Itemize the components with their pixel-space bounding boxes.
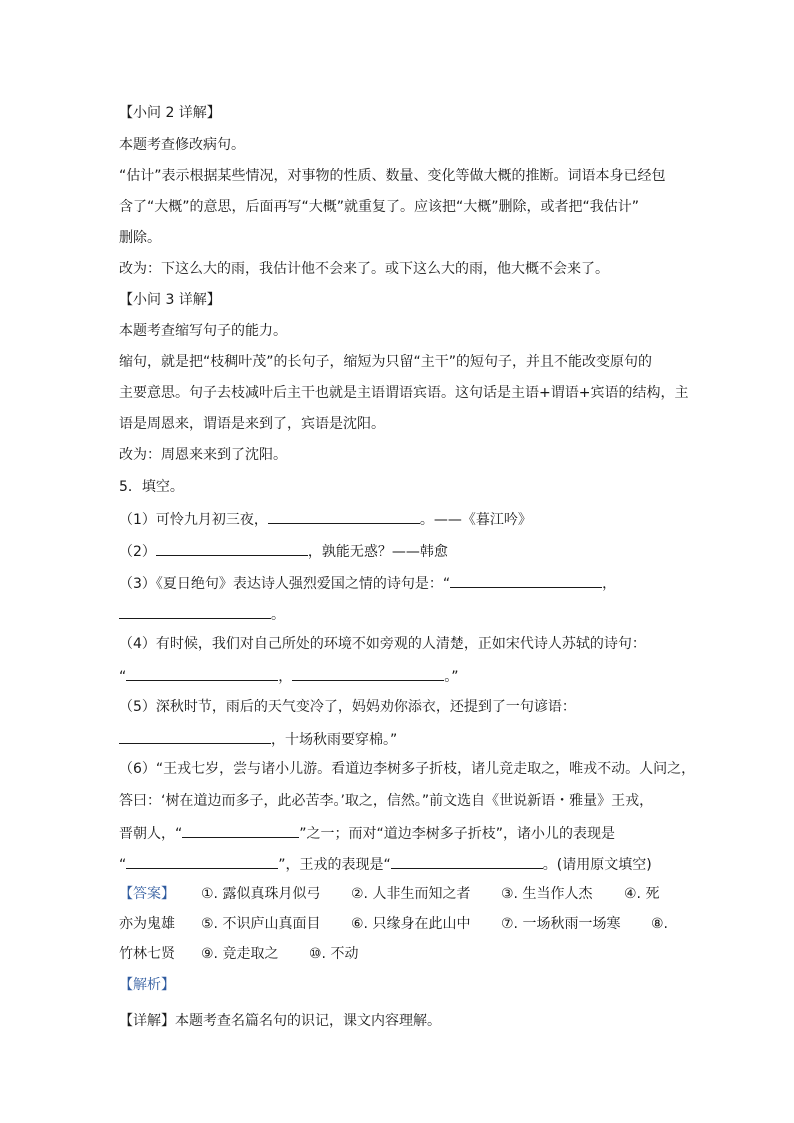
open-quote: “ xyxy=(119,857,127,873)
answer-item: ⑨. 竞走取之 xyxy=(201,946,279,962)
section-2-para-line-3: 删除。 xyxy=(119,230,161,246)
answer-label: 【答案】 xyxy=(119,886,175,902)
question-5-title: 5．填空。 xyxy=(119,479,184,495)
answer-item: ⑥. 只缘身在此山中 xyxy=(351,916,471,932)
q5-item-4-cont xyxy=(119,665,459,685)
q5-item-5-cont xyxy=(119,728,397,748)
answer-item: ③. 生当作人杰 xyxy=(501,886,593,902)
section-3-heading: 【小问 3 详解】 xyxy=(119,292,221,308)
q5-item-2-prefix: （2） xyxy=(119,544,156,560)
answer-item: 竹林七贤 xyxy=(119,946,175,962)
section-3-para-line-2: 主要意思。句子去枝减叶后主干也就是主语谓语宾语。这句话是主语+谓语+宾语的结构，主 xyxy=(119,385,689,401)
q5-item-1-suffix: 。——《暮江吟》 xyxy=(419,512,532,528)
q5-item-3 xyxy=(119,572,616,592)
section-2-para-line-1: “估计”表示根据某些情况，对事物的性质、数量、变化等做大概的推断。词语本身已经包 xyxy=(119,168,666,184)
answer-item: 亦为鬼雄 xyxy=(119,916,175,932)
q5-item-6-line-3 xyxy=(119,822,615,842)
section-3-para-line-1: 缩句，就是把“枝稠叶茂”的长句子，缩短为只留“主干”的短句子，并且不能改变原句的 xyxy=(119,354,653,370)
section-3-correction: 改为：周恩来来到了沈阳。 xyxy=(119,447,287,463)
close-quote: 。” xyxy=(444,669,459,685)
answer-blank[interactable] xyxy=(391,853,543,869)
answer-blank[interactable] xyxy=(126,665,278,681)
answer-blank[interactable] xyxy=(182,822,299,838)
section-2-para-line-2: 含了“大概”的意思，后面再写“大概”就重复了。应该把“大概”删除，或者把“我估计” xyxy=(119,199,640,215)
q5-item-4: （4）有时候，我们对自己所处的环境不如旁观的人清楚，正如宋代诗人苏轼的诗句： xyxy=(119,636,646,652)
q5-item-6-prefix: 晋朝人，“ xyxy=(119,826,183,842)
q5-item-3-comma: ， xyxy=(602,576,617,592)
q5-item-2 xyxy=(119,540,448,560)
answer-blank[interactable] xyxy=(292,665,444,681)
q5-item-3-prefix: （3）《夏日绝句》表达诗人强烈爱国之情的诗句是：“ xyxy=(119,576,451,592)
analysis-detail: 【详解】本题考查名篇名句的识记，课文内容理解。 xyxy=(119,1013,441,1029)
section-2-correction: 改为：下这么大的雨，我估计他不会来了。或下这么大的雨，他大概不会来了。 xyxy=(119,261,609,277)
answer-row-2 xyxy=(119,914,668,934)
q5-item-6-suffix: 。(请用原文填空) xyxy=(542,857,652,873)
answer-item: ⑤. 不识庐山真面目 xyxy=(201,916,321,932)
answer-item: ⑩. 不动 xyxy=(309,946,359,962)
q5-item-6-line-1: （6）“王戎七岁，尝与诸小儿游。看道边李树多子折枝，诸儿竞走取之，唯戎不动。人问之， xyxy=(119,761,696,777)
answer-blank[interactable] xyxy=(268,508,420,524)
q5-item-1 xyxy=(119,508,532,528)
q5-item-3-cont xyxy=(119,603,285,623)
answer-blank[interactable] xyxy=(156,540,308,556)
section-3-para-line-3: 语是周恩来，谓语是来到了，宾语是沈阳。 xyxy=(119,416,385,432)
analysis-label: 【解析】 xyxy=(119,977,175,993)
q5-item-6-mid: ”之一；而对“道边李树多子折枝”，诸小儿的表现是 xyxy=(299,826,616,842)
q5-item-5: （5）深秋时节，雨后的天气变冷了，妈妈劝你添衣，还提到了一句谚语： xyxy=(119,699,576,715)
answer-blank[interactable] xyxy=(450,572,602,588)
answer-blank[interactable] xyxy=(119,603,271,619)
q5-item-6-line-4 xyxy=(119,853,652,873)
answer-item: ④. 死 xyxy=(624,886,660,902)
answer-blank[interactable] xyxy=(119,728,271,744)
q5-item-1-prefix: （1）可怜九月初三夜， xyxy=(119,512,268,528)
q5-item-2-suffix: ，孰能无惑？——韩愈 xyxy=(307,544,448,560)
section-3-intro: 本题考查缩写句子的能力。 xyxy=(119,323,287,339)
answer-item: ⑦. 一场秋雨一场寒 xyxy=(501,916,621,932)
open-quote: “ xyxy=(119,669,127,685)
answer-item: ⑧. xyxy=(651,916,669,932)
answer-row-1 xyxy=(119,884,659,904)
section-2-heading: 【小问 2 详解】 xyxy=(119,105,221,121)
q5-item-5-suffix: ，十场秋雨要穿棉。” xyxy=(271,732,398,748)
section-2-intro: 本题考查修改病句。 xyxy=(119,137,245,153)
answer-row-3 xyxy=(119,944,358,964)
q5-item-3-end: 。 xyxy=(271,607,285,623)
answer-item: ①. 露似真珠月似弓 xyxy=(201,886,321,902)
answer-item: ②. 人非生而知之者 xyxy=(351,886,471,902)
q5-item-6-mid-2: ”，王戎的表现是“ xyxy=(278,857,391,873)
answer-blank[interactable] xyxy=(126,853,278,869)
comma: ， xyxy=(278,669,293,685)
q5-item-6-line-2: 答曰：‘树在道边而多子，此必苦李。’取之，信然。”前文选自《世说新语・雅量》王戎， xyxy=(119,793,654,809)
